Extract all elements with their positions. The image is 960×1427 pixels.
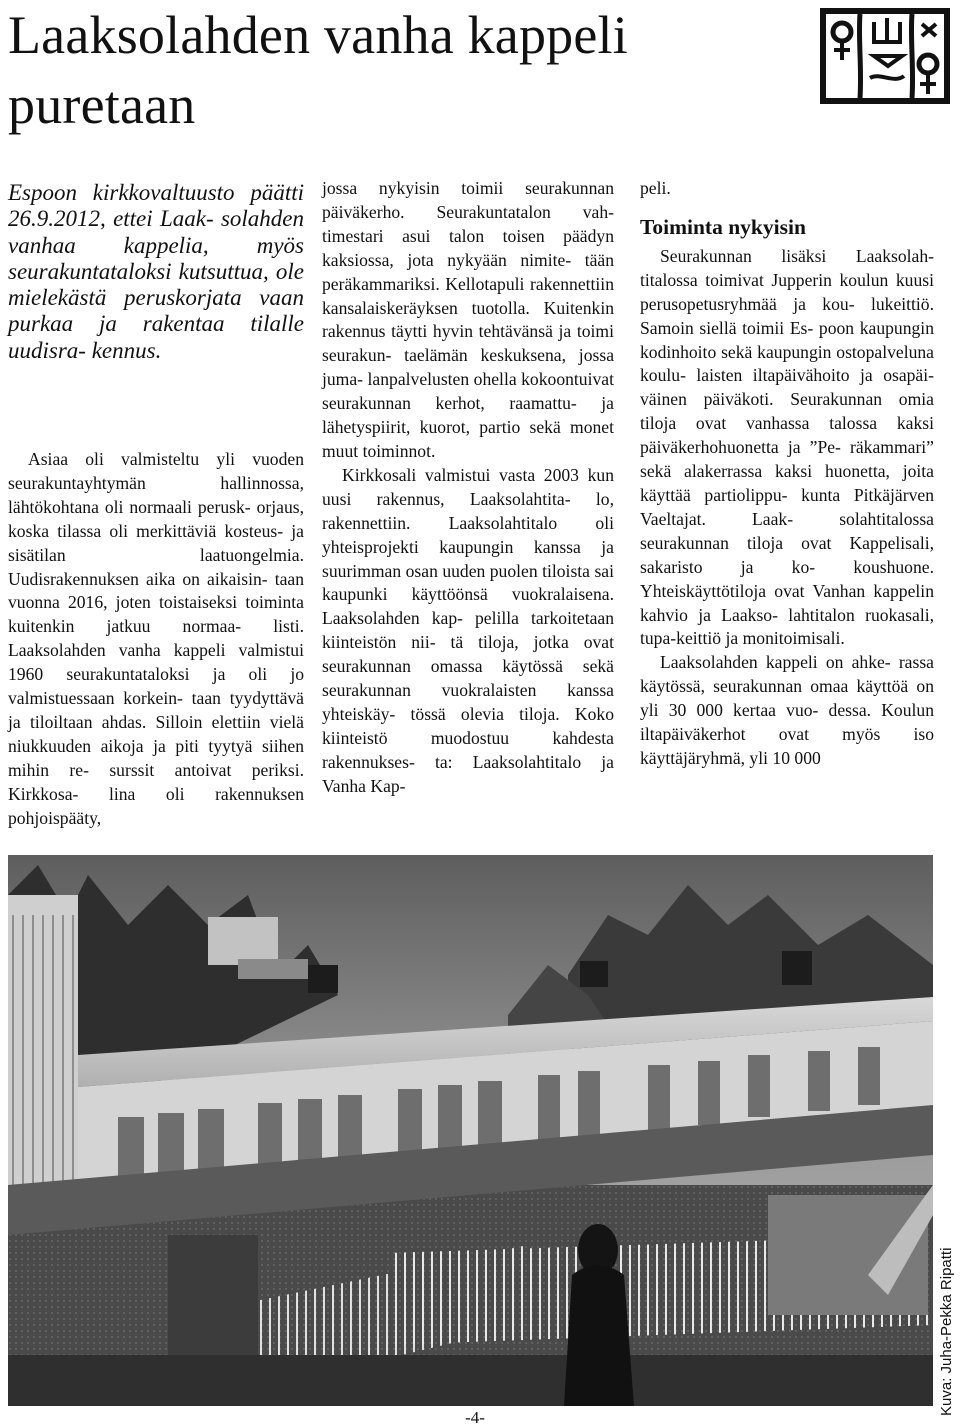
photo-credit-text: Kuva: Juha-Pekka Ripatti: [938, 1247, 955, 1416]
paragraph: Kirkkosali valmistui vasta 2003 kun uusi rakennus, Laaksolahtita- lo, rakennettiin. Laaksolahtitalo oli yhteisprojekti kaupungin kanssa ja suurimman osan uuden puolen tiloista sai kaupunki käyttöönsä vuokralaisena. Laaksolahden kap- pelilla tarkoitetaan kiinteistön nii- tä tiloja, jotka ovat seurakunnan omassa käytössä sekä seurakunnan vuokralaisten kanssa yhteiskäy- tössä olevia tiloja. Koko kiinteistö muodostuu kahdesta rakennukses- ta: Laaksolahtitalo ja Vanha Kap-: [322, 464, 614, 796]
paragraph: Laaksolahden kappeli on ahke- rassa käytössä, seurakunnan omaa käyttöä on yli 30 000 kertaa vuo- dessa. Koulun iltapäiväkerhot ovat myös iso käyttäjäryhmä, yli 10 000: [640, 652, 934, 768]
paragraph: peli.: [640, 178, 671, 198]
section-heading: Toiminta nykyisin: [640, 214, 806, 239]
column-3: [640, 177, 934, 771]
column-1: [8, 448, 304, 831]
paragraph: Seurakunnan lisäksi Laaksolah- titalossa toimivat Jupperin koulun kuusi perusopetusryhmää ja kou- lukeittiö. Samoin siellä toimii Es- poon kaupungin kodinhoito sekä kaupungin ostopalveluna koulu- laisten iltapäivähoito ja osapäi- väinen päiväkoti. Seurakunnan omia tiloja ovat vanhassa talossa kaksi päiväkerhohuonetta ja ”Pe- räkammari” sekä alakerrassa kaksi huonetta, joita käyttää partiolippu- kunta Pitkäjärven Vaeltajat. Laak- solahtitalossa seurakunnan tiloja ovat Kappelisali, sakaristo ja ko- koushuone. Yhteiskäyttötiloja ovat Vanhan kappelin kahvio ja Laakso- lahtitalon ruokasali, tupa-keittiö ja monitoimisali.: [640, 245, 934, 649]
newsletter-logo: [820, 8, 950, 104]
article-title: Laaksolahden vanha kappeli puretaan: [8, 5, 628, 135]
paragraph: jossa nykyisin toimii seurakunnan päiväkerho. Seurakuntatalon vah- timestari asui talon toisen päädyn kaksiossa, jota nykyään nimite- tään peräkammariksi. Kellotapuli rakennettiin kansalaiskeräyksen tuotolla. Kuitenkin rakennus täytti hyvin tehtävänsä ja toimi seurakun- taelämän keskuksena, jossa juma- lanpalvelusten ohella kokoontuivat seurakunnan kerhot, raamattu- ja lähetyspiirit, kuorot, partio sekä monet muut toiminnot.: [322, 178, 614, 461]
column-2: [322, 177, 614, 799]
page-number: -4-: [465, 1408, 485, 1427]
article-photo: [8, 855, 933, 1406]
paragraph: Asiaa oli valmisteltu yli vuoden seurakuntayhtymän hallinnossa, lähtökohtana oli normaali perusk- orjaus, koska tilassa oli merkittäviä kosteus- ja sisätilan laatuongelmia. Uudisrakennuksen aika on aikaisin- taan vuonna 2016, joten toistaiseksi toiminta kuitenkin jatkuu normaa- listi. Laaksolahden vanha kappeli valmistui 1960 seurakuntataloksi ja oli jo valmistuessaan korkein- taan tyydyttävä ja tiloiltaan ahdas. Silloin elettiin vielä niukkuuden aikoja ja piti tyytyä siihen mihin re- surssit antoivat periksi. Kirkkosa- lina oli rakennuksen pohjoispääty,: [8, 449, 304, 828]
article-lead: Espoon kirkkovaltuusto päätti 26.9.2012, ettei Laak- solahden vanhaa kappelia, myös seurakuntataloksi kutsuttua, ole mielekästä peruskorjata vaan purkaa ja rakentaa tilalle uudisra- kennus.: [8, 180, 304, 363]
building-photo-illustration: [8, 855, 933, 1406]
